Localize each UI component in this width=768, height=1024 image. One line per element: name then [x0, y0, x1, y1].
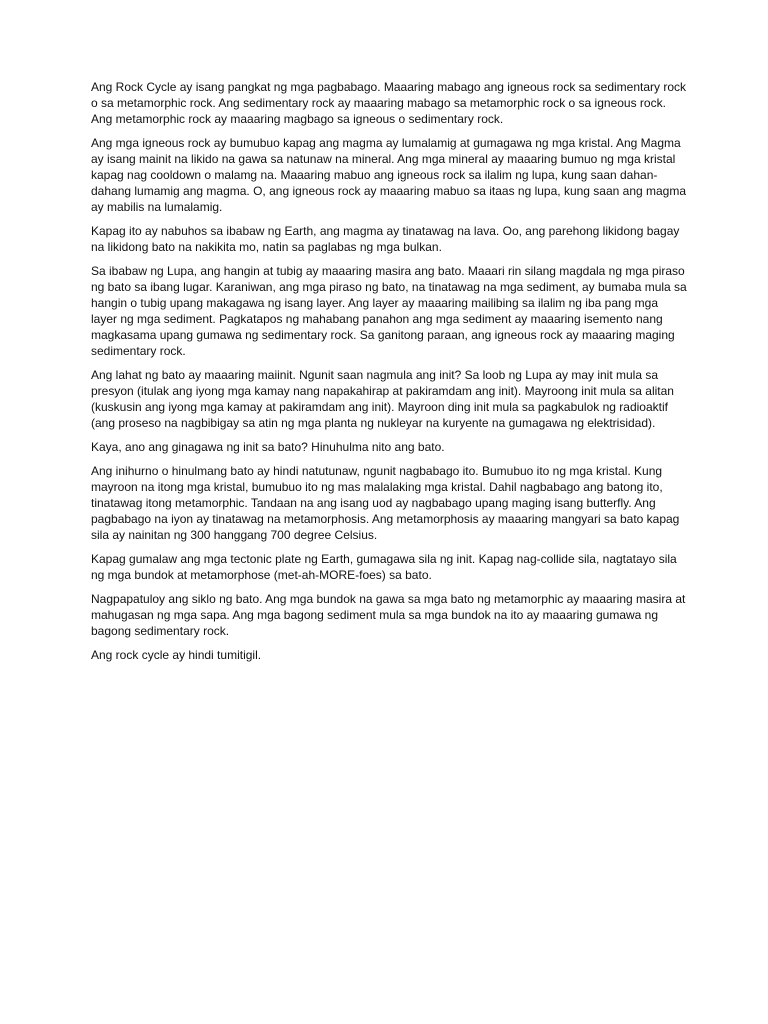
paragraph-1: Ang Rock Cycle ay isang pangkat ng mga pagbabago. Maaaring mabago ang igneous rock sa sedimentary rock o sa metamorphic rock. Ang sedimentary rock ay maaaring mabago sa metamorphic rock o sa igneous rock. Ang metamorphic rock ay maaaring magbago sa igneous o sedimentary rock.: [91, 80, 687, 126]
paragraph-3: Kapag ito ay nabuhos sa ibabaw ng Earth, ang magma ay tinatawag na lava. Oo, ang parehong likidong bagay na likidong bato na nakikita mo, natin sa paglabas ng mga bulkan.: [91, 224, 680, 254]
paragraph-6: Kaya, ano ang ginagawa ng init sa bato? Hinuhulma nito ang bato.: [91, 440, 445, 454]
paragraph-7: Ang inihurno o hinulmang bato ay hindi natutunaw, ngunit nagbabago ito. Bumubuo ito ng mga kristal. Kung mayroon na itong mga kristal, bumubuo ito ng mas malalaking mga kristal. Dahil nagbabago ang batong ito, tinatawag itong metamorphic. Tandaan na ang isang uod ay nagbabago upang maging isang butterfly. Ang pagbabago na iyon ay tinatawag na metamorphosis. Ang metamorphosis ay maaaring mangyari sa bato kapag sila ay nainitan ng 300 hanggang 700 degree Celsius.: [91, 464, 680, 542]
paragraph-2: Ang mga igneous rock ay bumubuo kapag ang magma ay lumalamig at gumagawa ng mga kristal. Ang Magma ay isang mainit na likido na gawa sa natunaw na mineral. Ang mga mineral ay maaaring bumuo ng mga kristal kapag nag cooldown o malamg na. Maaaring mabuo ang igneous rock sa ilalim ng lupa, kung saan dahan-dahang lumamig ang magma. O, ang igneous rock ay maaaring mabuo sa itaas ng lupa, kung saan ang magma ay mabilis na lumalamig.: [91, 136, 687, 214]
paragraph-5: Ang lahat ng bato ay maaaring maiinit. Ngunit saan nagmula ang init? Sa loob ng Lupa ay may init mula sa presyon (itulak ang iyong mga kamay nang napakahirap at pakiramdam ang init). Mayroong init mula sa alitan (kuskusin ang iyong mga kamay at pakiramdam ang init). Mayroon ding init mula sa pagkabulok ng radioaktif (ang proseso na nagbibigay sa atin ng mga planta ng nukleyar na kuryente na gumagawa ng elektrisidad).: [91, 368, 674, 430]
paragraph-8: Kapag gumalaw ang mga tectonic plate ng Earth, gumagawa sila ng init. Kapag nag-collide sila, nagtatayo sila ng mga bundok at metamorphose (met-ah-MORE-foes) sa bato.: [91, 552, 677, 582]
document-body: [91, 79, 687, 671]
paragraph-10: Ang rock cycle ay hindi tumitigil.: [91, 648, 262, 662]
paragraph-9: Nagpapatuloy ang siklo ng bato. Ang mga bundok na gawa sa mga bato ng metamorphic ay maaaring masira at mahugasan ng mga sapa. Ang mga bagong sediment mula sa mga bundok na ito ay maaaring gumawa ng bagong sedimentary rock.: [91, 592, 686, 638]
paragraph-4: Sa ibabaw ng Lupa, ang hangin at tubig ay maaaring masira ang bato. Maaari rin silang magdala ng mga piraso ng bato sa ibang lugar. Karaniwan, ang mga piraso ng bato, na tinatawag na mga sediment, ay bumaba mula sa hangin o tubig upang makagawa ng isang layer. Ang layer ay maaaring mailibing sa ilalim ng iba pang mga layer ng mga sediment. Pagkatapos ng mahabang panahon ang mga sediment ay maaaring isemento nang magkasama upang gumawa ng sedimentary rock. Sa ganitong paraan, ang igneous rock ay maaaring maging sedimentary rock.: [91, 264, 687, 358]
